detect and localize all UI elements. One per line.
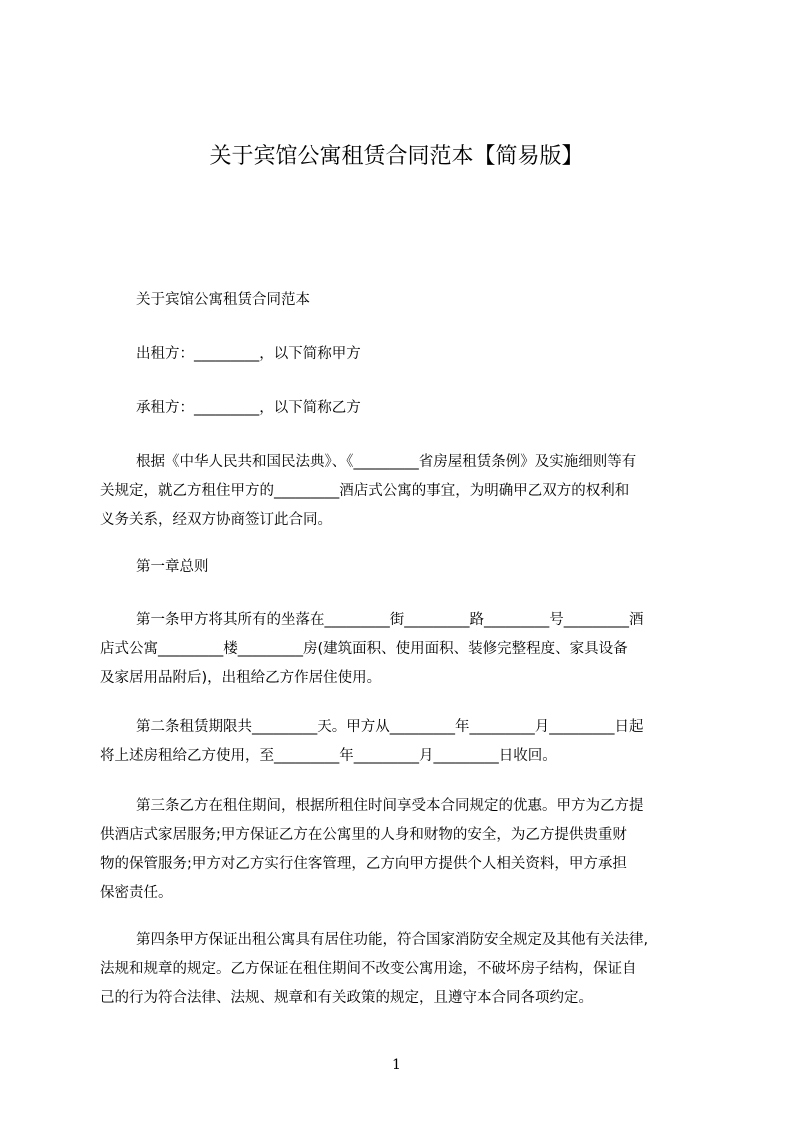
subtitle-paragraph <box>100 286 700 315</box>
preamble-line: 根据《中华人民共和国民法典》、《_________省房屋租赁条例》及实施细则等有 <box>136 454 637 470</box>
preamble-paragraph <box>100 448 700 535</box>
article-1-line: 店式公寓_________楼_________房(建筑面积、使用面积、装修完整程度、家具设备 <box>100 641 628 657</box>
lessor-line: 出租方：_________，以下简称甲方 <box>136 346 361 362</box>
chapter-heading <box>100 553 700 582</box>
article-3-line: 物的保管服务;甲方对乙方实行住客管理，乙方向甲方提供个人相关资料，甲方承担 <box>100 856 627 872</box>
article-1-line: 第一条甲方将其所有的坐落在_________街_________路_________号_________酒 <box>136 612 644 628</box>
article-2-paragraph <box>100 713 700 771</box>
preamble-line: 义务关系，经双方协商签订此合同。 <box>100 512 332 528</box>
article-4-line: 己的行为符合法律、法规、规章和有关政策的规定，且遵守本合同各项约定。 <box>100 990 593 1006</box>
document-title: 关于宾馆公寓租赁合同范本【简易版】 <box>209 144 584 169</box>
chapter-heading-line: 第一章总则 <box>136 559 209 575</box>
article-3-line: 保密责任。 <box>100 885 173 901</box>
article-3-line: 供酒店式家居服务;甲方保证乙方在公寓里的人身和财物的安全，为乙方提供贵重财 <box>100 827 627 843</box>
preamble-line: 关规定，就乙方租住甲方的_________酒店式公寓的事宜，为明确甲乙双方的权利和 <box>100 483 630 499</box>
article-4-line: 第四条甲方保证出租公寓具有居住功能，符合国家消防安全规定及其他有关法律, <box>136 932 649 948</box>
article-2-line: 第二条租赁期限共_________天。甲方从_________年_________月_________日起 <box>136 719 644 735</box>
article-4-line: 法规和规章的规定。乙方保证在租住期间不改变公寓用途，不破坏房子结构，保证自 <box>100 961 637 977</box>
article-1-paragraph <box>100 606 700 693</box>
page-number: 1 <box>392 1057 401 1073</box>
article-3-line: 第三条乙方在租住期间，根据所租住时间享受本合同规定的优惠。甲方为乙方提 <box>136 798 644 814</box>
article-4-paragraph <box>100 926 700 1013</box>
lessor-paragraph <box>100 340 700 369</box>
article-2-line: 将上述房租给乙方使用，至_________年_________月_________日收回。 <box>100 748 557 764</box>
article-3-paragraph <box>100 792 700 908</box>
lessee-line: 承租方：_________，以下简称乙方 <box>136 400 361 416</box>
lessee-paragraph <box>100 394 700 423</box>
article-1-line: 及家居用品附后)，出租给乙方作居住使用。 <box>100 670 382 686</box>
subtitle-line: 关于宾馆公寓租赁合同范本 <box>136 292 310 308</box>
